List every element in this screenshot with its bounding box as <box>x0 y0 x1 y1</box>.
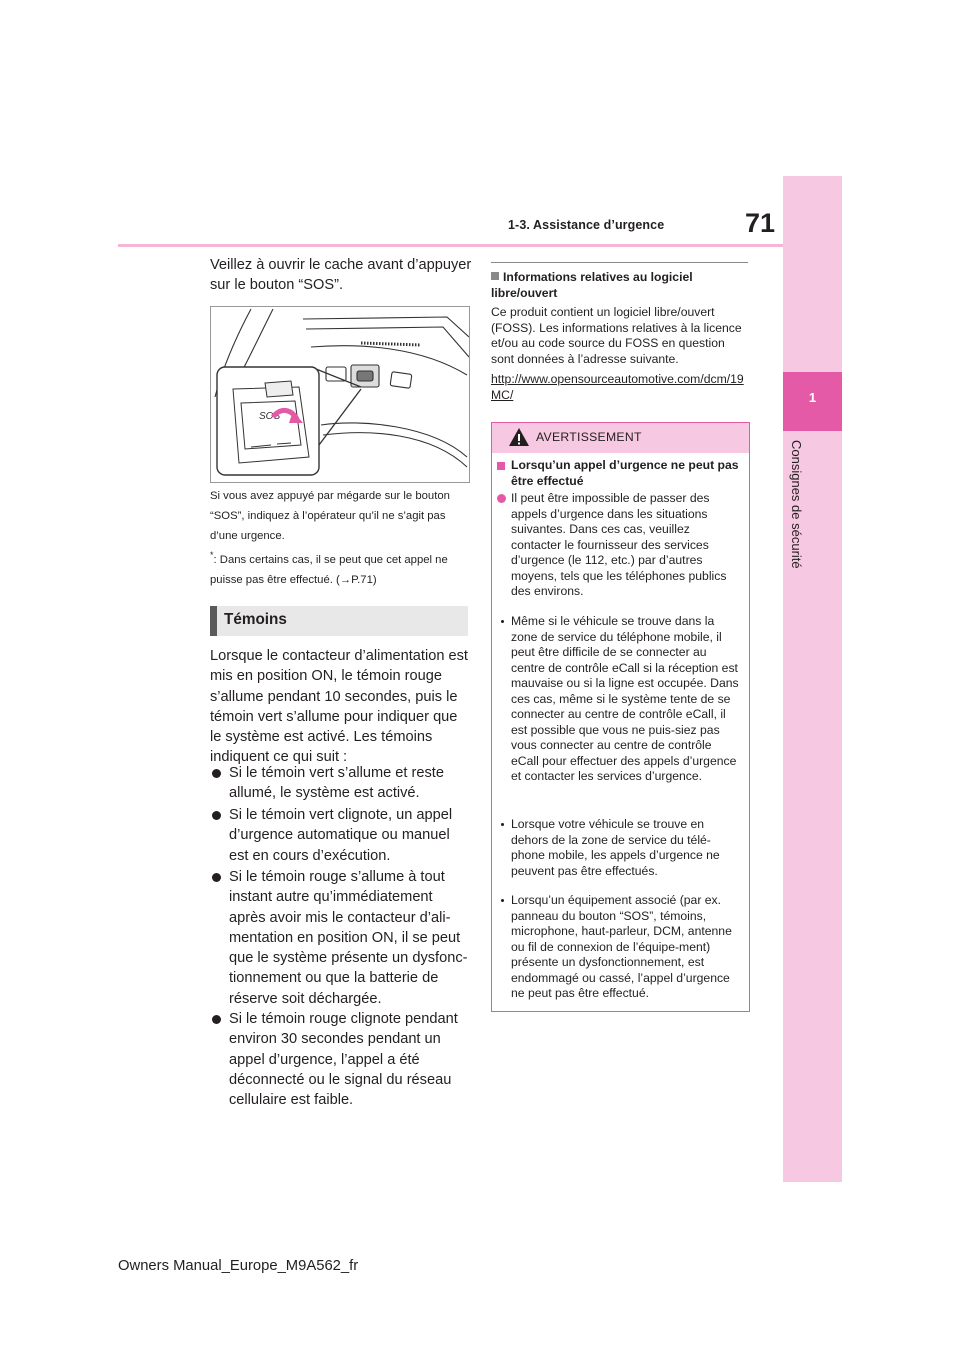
warning-title: AVERTISSEMENT <box>536 430 642 444</box>
dot-bullet-icon <box>501 620 504 623</box>
footnote-ref: P.71) <box>351 574 377 586</box>
chapter-number: 1 <box>808 390 817 405</box>
body-paragraph: Lorsque le contacteur d’alimentation est mis en position ON, le témoin rouge s’allume pendant 10 secondes, puis le témoin vert s’allume pour indiquer que le système est activé. Les témoins indiquent ce qui suit : <box>210 648 468 766</box>
arrow-icon: → <box>339 574 352 586</box>
section-title: 1-3. Assistance d’urgence <box>508 218 665 232</box>
section-heading: Témoins <box>224 611 287 628</box>
list-item: Si le témoin rouge s’allume à tout instant autre qu’immédiatement après avoir mis le contacteur d’ali-mentation en position ON, il se peut que le système présente un dysfonc-tionnement ou que la batterie de réserve soit déchargée. <box>210 867 472 1009</box>
dot-bullet-icon <box>501 823 504 826</box>
warning-item: Lorsqu’un équipement associé (par ex. panneau du bouton “SOS”, témoins, microphone, haut-parleur, DCM, antenne ou fil de connexion de l’équipe-ment) présente un dysfonctionnement, est endommagé ou cassé, l’appel d’urgence ne peut pas être effectué. <box>497 893 742 1002</box>
footnote <box>210 545 472 590</box>
chapter-side-tab <box>783 176 842 1182</box>
overhead-console-drawing <box>211 307 469 482</box>
sos-label: SOS <box>259 411 281 422</box>
chapter-title-text: Consignes de sécurité <box>789 440 804 569</box>
dot-bullet-icon <box>501 899 504 902</box>
bullet-dot-icon <box>212 769 221 778</box>
info-rule <box>491 262 748 263</box>
sos-button-illustration <box>210 306 470 483</box>
warning-item: Même si le véhicule se trouve dans la zone de service du téléphone mobile, il peut être difficile de se connecter au centre de contrôle eCall si la réception est mauvaise ou si la ligne est occupée. Dans ces cas, même si le système tente de se connecter au centre de contrôle eCall, il est possible que vous ne puis-siez pas vous connecter au centre de contrôle eCall pour effectuer des appels d’urgence et contacter les services d’urgence. <box>497 614 742 785</box>
footnote-text: : Dans certains cas, il se peut que cet appel ne puisse pas être effectué. ( <box>210 554 448 586</box>
figure-caption: Si vous avez appuyé par mégarde sur le bouton “SOS”, indiquez à l’opérateur qu’il ne s’agit pas d’une urgence. <box>210 490 450 542</box>
info-heading: Informations relatives au logiciel libre/ouvert <box>491 270 693 300</box>
footnote-mark: * <box>210 550 214 560</box>
warning-triangle-icon <box>508 427 530 447</box>
square-bullet-icon <box>497 462 505 470</box>
header-rule <box>118 244 786 247</box>
chapter-title <box>784 440 804 600</box>
circle-bullet-icon <box>497 494 506 503</box>
intro-text: Veillez à ouvrir le cache avant d’appuyer sur le bouton “SOS”. <box>210 257 472 293</box>
list-item: Si le témoin rouge clignote pendant environ 30 secondes pendant un appel d’urgence, l’appel a été déconnecté ou le signal du réseau cellulaire est faible. <box>210 1009 472 1110</box>
warning-heading: Lorsqu’un appel d’urgence ne peut pas être effectué <box>497 458 742 489</box>
bullet-dot-icon <box>212 811 221 820</box>
info-body: Ce produit contient un logiciel libre/ouvert (FOSS). Les informations relatives à la licence et/ou au code source du FOSS en question sont données à l’adresse suivante. <box>491 305 742 366</box>
page-number: 71 <box>745 208 776 238</box>
bullet-dot-icon <box>212 1015 221 1024</box>
foss-link[interactable]: http://www.opensourceautomotive.com/dcm/19MC/ <box>491 372 744 402</box>
warning-item: Lorsque votre véhicule se trouve en dehors de la zone de service du télé-phone mobile, les appels d’urgence ne peuvent pas être effectués. <box>497 817 742 879</box>
list-item: Si le témoin vert clignote, un appel d’urgence automatique ou manuel est en cours d’exécution. <box>210 805 472 866</box>
list-item: Si le témoin vert s’allume et reste allumé, le système est activé. <box>210 763 472 804</box>
bullet-dot-icon <box>212 873 221 882</box>
square-bullet-icon <box>491 272 499 280</box>
section-header-bar <box>210 606 217 636</box>
warning-main: Il peut être impossible de passer des appels d’urgence dans les situations suivantes. Dans ces cas, veuillez contacter le fournisseur des services d’urgence (le 112, etc.) par d’autres moyens, tels que les téléphones publics des environs. <box>497 491 742 600</box>
footer-text: Owners Manual_Europe_M9A562_fr <box>118 1258 359 1274</box>
